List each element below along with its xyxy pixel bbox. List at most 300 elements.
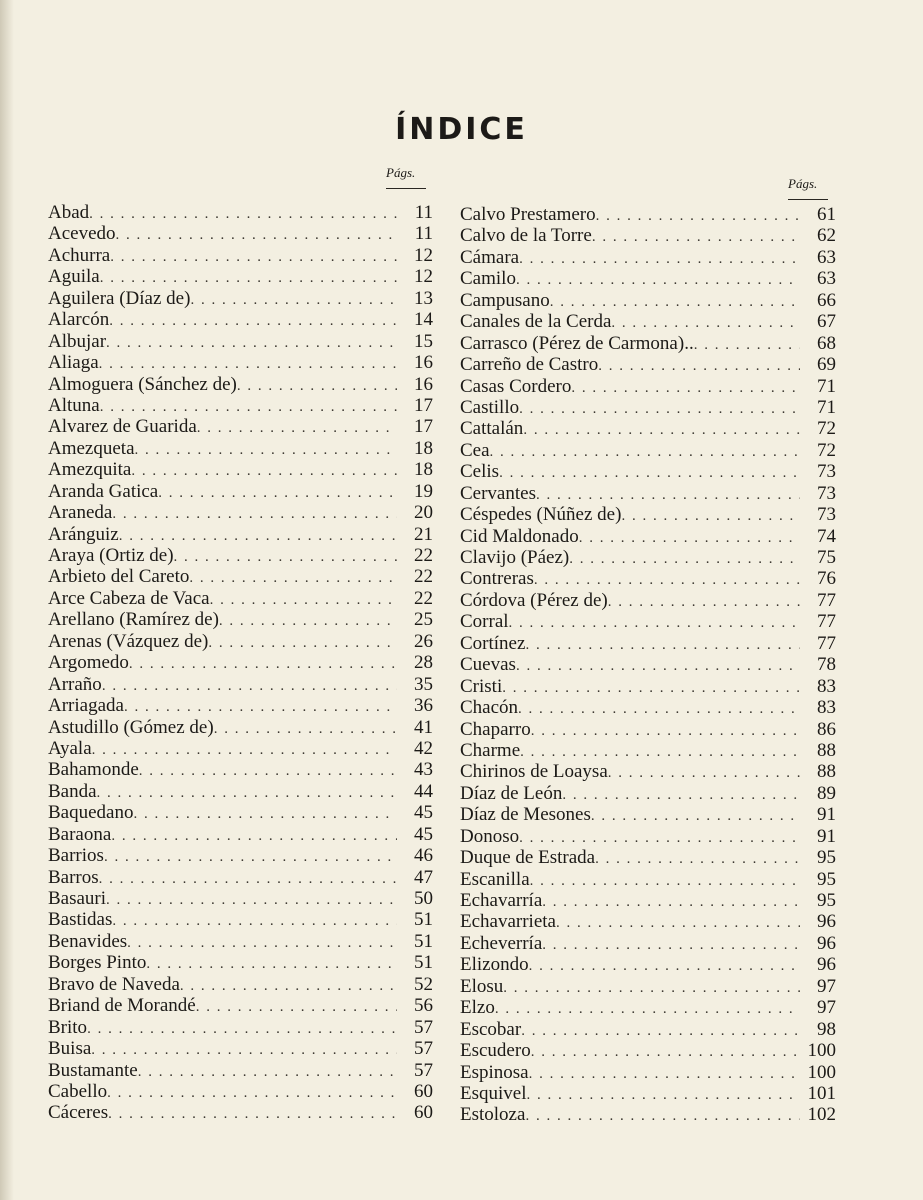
entry-name: Barrios [48, 845, 104, 867]
dot-leader [530, 873, 800, 890]
index-entry [460, 933, 836, 954]
entry-name: Basauri [48, 888, 107, 909]
dot-leader [598, 358, 800, 375]
index-entry [460, 804, 836, 825]
entry-name: Díaz de Mesones [460, 804, 591, 826]
index-left-column [48, 202, 433, 1124]
entry-page: 60 [414, 1080, 433, 1102]
dot-leader [104, 849, 397, 866]
dot-leader [519, 251, 800, 268]
dot-leader [87, 1021, 397, 1038]
entry-name: Cea [460, 439, 490, 461]
entry-name: Aguila [48, 266, 100, 288]
index-entry [48, 524, 433, 545]
dot-leader [595, 851, 800, 868]
page-edge [0, 0, 14, 1200]
dot-leader [129, 656, 397, 673]
entry-name: Contreras [460, 568, 534, 590]
dot-leader [112, 913, 397, 930]
index-entry [460, 418, 836, 439]
entry-name: Astudillo (Gómez de) [48, 716, 214, 738]
entry-name: Cáceres [48, 1102, 109, 1124]
index-entry [48, 781, 433, 802]
entry-name: Baquedano [48, 802, 134, 824]
left-pages-rule [386, 188, 426, 189]
entry-name: Aguilera (Díaz de) [48, 287, 191, 309]
index-entry [460, 676, 836, 697]
entry-name: Arbieto del Careto [48, 566, 190, 588]
entry-page: 42 [414, 737, 433, 759]
index-entry [460, 461, 836, 482]
entry-name: Bastidas [48, 909, 113, 931]
entry-name: Ayala [48, 737, 92, 759]
entry-page: 43 [414, 759, 433, 781]
entry-page: 57 [414, 1059, 433, 1081]
entry-name: Alvarez de Guarida [48, 416, 197, 438]
entry-page: 51 [414, 930, 433, 952]
dot-leader [499, 465, 800, 482]
index-entry [460, 590, 836, 611]
entry-name: Cuevas [460, 654, 516, 676]
entry-name: Borges Pinto [48, 952, 147, 974]
index-entry [48, 416, 433, 437]
entry-name: Cervantes [460, 482, 536, 504]
entry-page: 19 [414, 480, 433, 502]
left-pages-label: Págs. [386, 165, 416, 180]
entry-name: Arraño [48, 673, 102, 695]
entry-name: Amezqueta [48, 437, 135, 459]
entry-page: 75 [817, 547, 836, 568]
entry-page: 17 [414, 416, 433, 438]
entry-page: 16 [414, 352, 433, 374]
dot-leader [197, 420, 397, 437]
entry-page: 67 [817, 311, 836, 333]
entry-name: Aránguiz [48, 523, 119, 545]
entry-page: 11 [414, 202, 433, 223]
index-entry [48, 395, 433, 416]
entry-page: 50 [414, 888, 433, 909]
index-entry [48, 588, 433, 609]
entry-page: 77 [817, 611, 836, 633]
entry-page: 89 [817, 782, 836, 804]
right-pages-label: Págs. [788, 176, 818, 191]
index-entry [460, 397, 836, 418]
index-entry [48, 802, 433, 823]
entry-page: 101 [807, 1082, 836, 1104]
dot-leader [529, 958, 800, 975]
entry-name: Acevedo [48, 223, 116, 245]
index-entry [460, 440, 836, 461]
dot-leader [591, 808, 800, 825]
index-entry [460, 954, 836, 975]
entry-page: 74 [817, 525, 836, 547]
entry-name: Araneda [48, 502, 113, 524]
entry-name: Bustamante [48, 1059, 138, 1081]
dot-leader [527, 1087, 801, 1104]
index-entry [48, 502, 433, 523]
dot-leader [189, 570, 397, 587]
index-entry [460, 1104, 836, 1125]
index-entry [460, 826, 836, 847]
index-entry [460, 761, 836, 782]
dot-leader [91, 1042, 397, 1059]
entry-page: 96 [817, 932, 836, 954]
dot-leader [523, 422, 800, 439]
dot-leader [596, 208, 800, 225]
entry-name: Clavijo (Páez) [460, 547, 570, 568]
index-entry [48, 652, 433, 673]
entry-page: 15 [414, 330, 433, 352]
entry-name: Abad [48, 202, 90, 223]
index-entry [48, 952, 433, 973]
index-entry [460, 976, 836, 997]
entry-page: 20 [414, 502, 433, 524]
entry-page: 95 [817, 847, 836, 869]
dot-leader [100, 399, 397, 416]
entry-page: 86 [817, 718, 836, 740]
dot-leader [102, 678, 397, 695]
entry-name: Casas Cordero [460, 375, 572, 397]
entry-name: Arriagada [48, 695, 124, 717]
dot-leader [196, 999, 397, 1016]
entry-name: Alarcón [48, 309, 110, 331]
entry-page: 72 [817, 418, 836, 440]
index-entry [48, 288, 433, 309]
entry-page: 91 [817, 825, 836, 847]
entry-name: Chacón [460, 697, 519, 719]
entry-page: 95 [817, 868, 836, 890]
entry-page: 11 [414, 223, 433, 245]
entry-name: Almoguera (Sánchez de) [48, 373, 237, 395]
entry-page: 14 [414, 309, 433, 331]
dot-leader [495, 1001, 800, 1018]
dot-leader [503, 980, 800, 997]
index-entry [48, 759, 433, 780]
entry-page: 25 [414, 609, 433, 631]
index-entry [48, 1081, 433, 1102]
entry-name: Buisa [48, 1038, 92, 1060]
entry-name: Elzo [460, 997, 495, 1019]
entry-name: Bravo de Naveda [48, 973, 180, 995]
entry-name: Araya (Ortiz de) [48, 545, 174, 566]
entry-page: 26 [414, 630, 433, 652]
index-entry [460, 376, 836, 397]
dot-leader [107, 1085, 397, 1102]
entry-name: Arenas (Vázquez de) [48, 630, 209, 652]
entry-name: Carrasco (Pérez de Carmona).. [460, 332, 694, 354]
index-entry [48, 609, 433, 630]
dot-leader [210, 592, 397, 609]
index-entry [460, 225, 836, 246]
dot-leader [208, 635, 397, 652]
entry-page: 88 [817, 761, 836, 783]
index-entry [48, 459, 433, 480]
dot-leader [516, 658, 800, 675]
entry-name: Esquivel [460, 1082, 527, 1104]
entry-name: Duque de Estrada [460, 847, 596, 869]
entry-name: Escudero [460, 1040, 531, 1062]
index-entry [460, 333, 836, 354]
dot-leader [569, 551, 800, 568]
dot-leader [89, 206, 397, 223]
entry-name: Echavarría [460, 890, 543, 911]
dot-leader [694, 337, 800, 354]
index-entry [460, 1040, 836, 1061]
index-entry [48, 674, 433, 695]
entry-name: Echavarrieta [460, 911, 556, 933]
dot-leader [518, 701, 800, 718]
entry-name: Cid Maldonado [460, 525, 579, 547]
entry-name: Altuna [48, 394, 100, 416]
entry-name: Cortínez [460, 632, 526, 654]
dot-leader [99, 871, 397, 888]
entry-name: Aranda Gatica [48, 480, 159, 502]
entry-page: 56 [414, 995, 433, 1017]
entry-page: 60 [414, 1102, 433, 1124]
entry-page: 47 [414, 866, 433, 888]
dot-leader [608, 765, 800, 782]
entry-page: 18 [414, 437, 433, 459]
entry-page: 97 [817, 975, 836, 997]
dot-leader [536, 487, 800, 504]
dot-leader [237, 378, 397, 395]
dot-leader [542, 894, 800, 911]
entry-page: 72 [817, 439, 836, 461]
index-entry [48, 631, 433, 652]
index-right-column [460, 204, 836, 1126]
dot-leader [490, 444, 800, 461]
entry-page: 51 [414, 952, 433, 974]
entry-page: 16 [414, 373, 433, 395]
entry-page: 97 [817, 997, 836, 1019]
dot-leader [592, 229, 800, 246]
dot-leader [509, 615, 800, 632]
entry-name: Córdova (Pérez de) [460, 589, 608, 611]
entry-name: Céspedes (Núñez de) [460, 504, 622, 526]
entry-page: 51 [414, 909, 433, 931]
dot-leader [562, 787, 800, 804]
entry-page: 18 [414, 459, 433, 481]
entry-page: 52 [414, 973, 433, 995]
index-entry [460, 526, 836, 547]
entry-name: Chaparro [460, 718, 531, 740]
index-entry [460, 719, 836, 740]
entry-name: Castillo [460, 396, 520, 418]
entry-page: 71 [817, 375, 836, 397]
entry-page: 77 [817, 589, 836, 611]
dot-leader [621, 508, 800, 525]
dot-leader [135, 442, 397, 459]
index-entry [48, 266, 433, 287]
index-entry [48, 1060, 433, 1081]
index-entry [48, 1038, 433, 1059]
dot-leader [571, 380, 800, 397]
entry-page: 22 [414, 545, 433, 566]
dot-leader [97, 785, 397, 802]
page-title: ÍNDICE [395, 112, 528, 147]
index-entry [48, 931, 433, 952]
index-entry [460, 483, 836, 504]
index-entry [48, 845, 433, 866]
index-entry [460, 633, 836, 654]
dot-leader [534, 572, 800, 589]
dot-leader [158, 485, 397, 502]
index-entry [48, 974, 433, 995]
index-entry [460, 1083, 836, 1104]
dot-leader [542, 937, 800, 954]
index-entry [460, 869, 836, 890]
entry-name: Bahamonde [48, 759, 139, 781]
entry-page: 28 [414, 652, 433, 674]
dot-leader [519, 830, 800, 847]
dot-leader [502, 680, 800, 697]
dot-leader [190, 292, 397, 309]
dot-leader [109, 313, 397, 330]
entry-page: 77 [817, 632, 836, 654]
entry-name: Briand de Morandé [48, 995, 196, 1017]
entry-page: 45 [414, 823, 433, 845]
dot-leader [531, 1044, 800, 1061]
dot-leader [127, 935, 397, 952]
index-entry [48, 1102, 433, 1123]
entry-name: Arellano (Ramírez de) [48, 609, 219, 631]
index-entry [48, 438, 433, 459]
entry-page: 63 [817, 246, 836, 268]
entry-page: 62 [817, 225, 836, 247]
dot-leader [529, 1066, 800, 1083]
entry-name: Baraona [48, 823, 112, 845]
entry-page: 46 [414, 845, 433, 867]
entry-page: 68 [817, 332, 836, 354]
index-entry [460, 611, 836, 632]
dot-leader [99, 356, 397, 373]
index-entry [48, 223, 433, 244]
index-entry [48, 1017, 433, 1038]
dot-leader [550, 294, 800, 311]
entry-name: Aliaga [48, 352, 99, 374]
dot-leader [556, 915, 800, 932]
dot-leader [174, 549, 397, 566]
index-entry [460, 504, 836, 525]
entry-name: Canales de la Cerda [460, 311, 612, 333]
entry-name: Calvo Prestamero [460, 204, 596, 225]
entry-page: 57 [414, 1038, 433, 1060]
index-entry [460, 697, 836, 718]
entry-page: 100 [807, 1040, 836, 1062]
entry-name: Barros [48, 866, 99, 888]
index-entry [460, 311, 836, 332]
entry-name: Brito [48, 1016, 88, 1038]
entry-page: 88 [817, 739, 836, 761]
entry-page: 83 [817, 697, 836, 719]
dot-leader [108, 1106, 397, 1123]
entry-page: 21 [414, 523, 433, 545]
dot-leader [525, 1108, 800, 1125]
index-entry [460, 783, 836, 804]
entry-page: 100 [807, 1061, 836, 1083]
entry-name: Corral [460, 611, 509, 633]
entry-page: 22 [414, 566, 433, 588]
entry-name: Albujar [48, 330, 107, 352]
entry-name: Camilo [460, 268, 516, 290]
index-entry [460, 654, 836, 675]
entry-page: 102 [807, 1104, 836, 1126]
entry-name: Campusano [460, 289, 550, 311]
index-entry [48, 352, 433, 373]
entry-page: 78 [817, 654, 836, 676]
left-pages-header [386, 165, 426, 189]
entry-page: 73 [817, 461, 836, 483]
dot-leader [579, 530, 800, 547]
entry-name: Cristi [460, 675, 503, 697]
dot-leader [214, 721, 397, 738]
index-entry [48, 995, 433, 1016]
dot-leader [106, 335, 397, 352]
dot-leader [521, 1023, 800, 1040]
index-entry [460, 547, 836, 568]
index-entry [460, 268, 836, 289]
entry-page: 76 [817, 568, 836, 590]
entry-name: Achurra [48, 244, 111, 266]
dot-leader [525, 637, 800, 654]
index-entry [460, 890, 836, 911]
entry-name: Charme [460, 739, 521, 761]
index-entry [460, 847, 836, 868]
entry-name: Banda [48, 780, 97, 802]
entry-page: 44 [414, 780, 433, 802]
dot-leader [131, 463, 397, 480]
index-entry [48, 545, 433, 566]
dot-leader [119, 528, 397, 545]
entry-page: 22 [414, 587, 433, 609]
dot-leader [138, 1064, 397, 1081]
entry-name: Celis [460, 461, 500, 483]
index-entry [48, 717, 433, 738]
dot-leader [611, 315, 800, 332]
entry-page: 41 [414, 716, 433, 738]
dot-leader [133, 806, 397, 823]
entry-page: 98 [817, 1018, 836, 1040]
dot-leader [180, 978, 397, 995]
index-entry [48, 888, 433, 909]
index-entry [460, 997, 836, 1018]
entry-page: 73 [817, 482, 836, 504]
dot-leader [520, 744, 800, 761]
entry-page: 96 [817, 954, 836, 976]
entry-page: 13 [414, 287, 433, 309]
entry-page: 95 [817, 890, 836, 911]
dot-leader [124, 699, 397, 716]
entry-page: 12 [414, 266, 433, 288]
entry-page: 12 [414, 244, 433, 266]
dot-leader [146, 956, 397, 973]
entry-page: 71 [817, 396, 836, 418]
dot-leader [139, 763, 397, 780]
entry-page: 35 [414, 673, 433, 695]
dot-leader [92, 742, 397, 759]
index-entry [48, 331, 433, 352]
entry-name: Elosu [460, 975, 504, 997]
dot-leader [111, 828, 397, 845]
entry-page: 57 [414, 1016, 433, 1038]
entry-page: 66 [817, 289, 836, 311]
entry-page: 96 [817, 911, 836, 933]
dot-leader [110, 249, 397, 266]
index-entry [460, 354, 836, 375]
entry-name: Carreño de Castro [460, 354, 599, 376]
index-entry [48, 867, 433, 888]
entry-name: Elizondo [460, 954, 529, 976]
